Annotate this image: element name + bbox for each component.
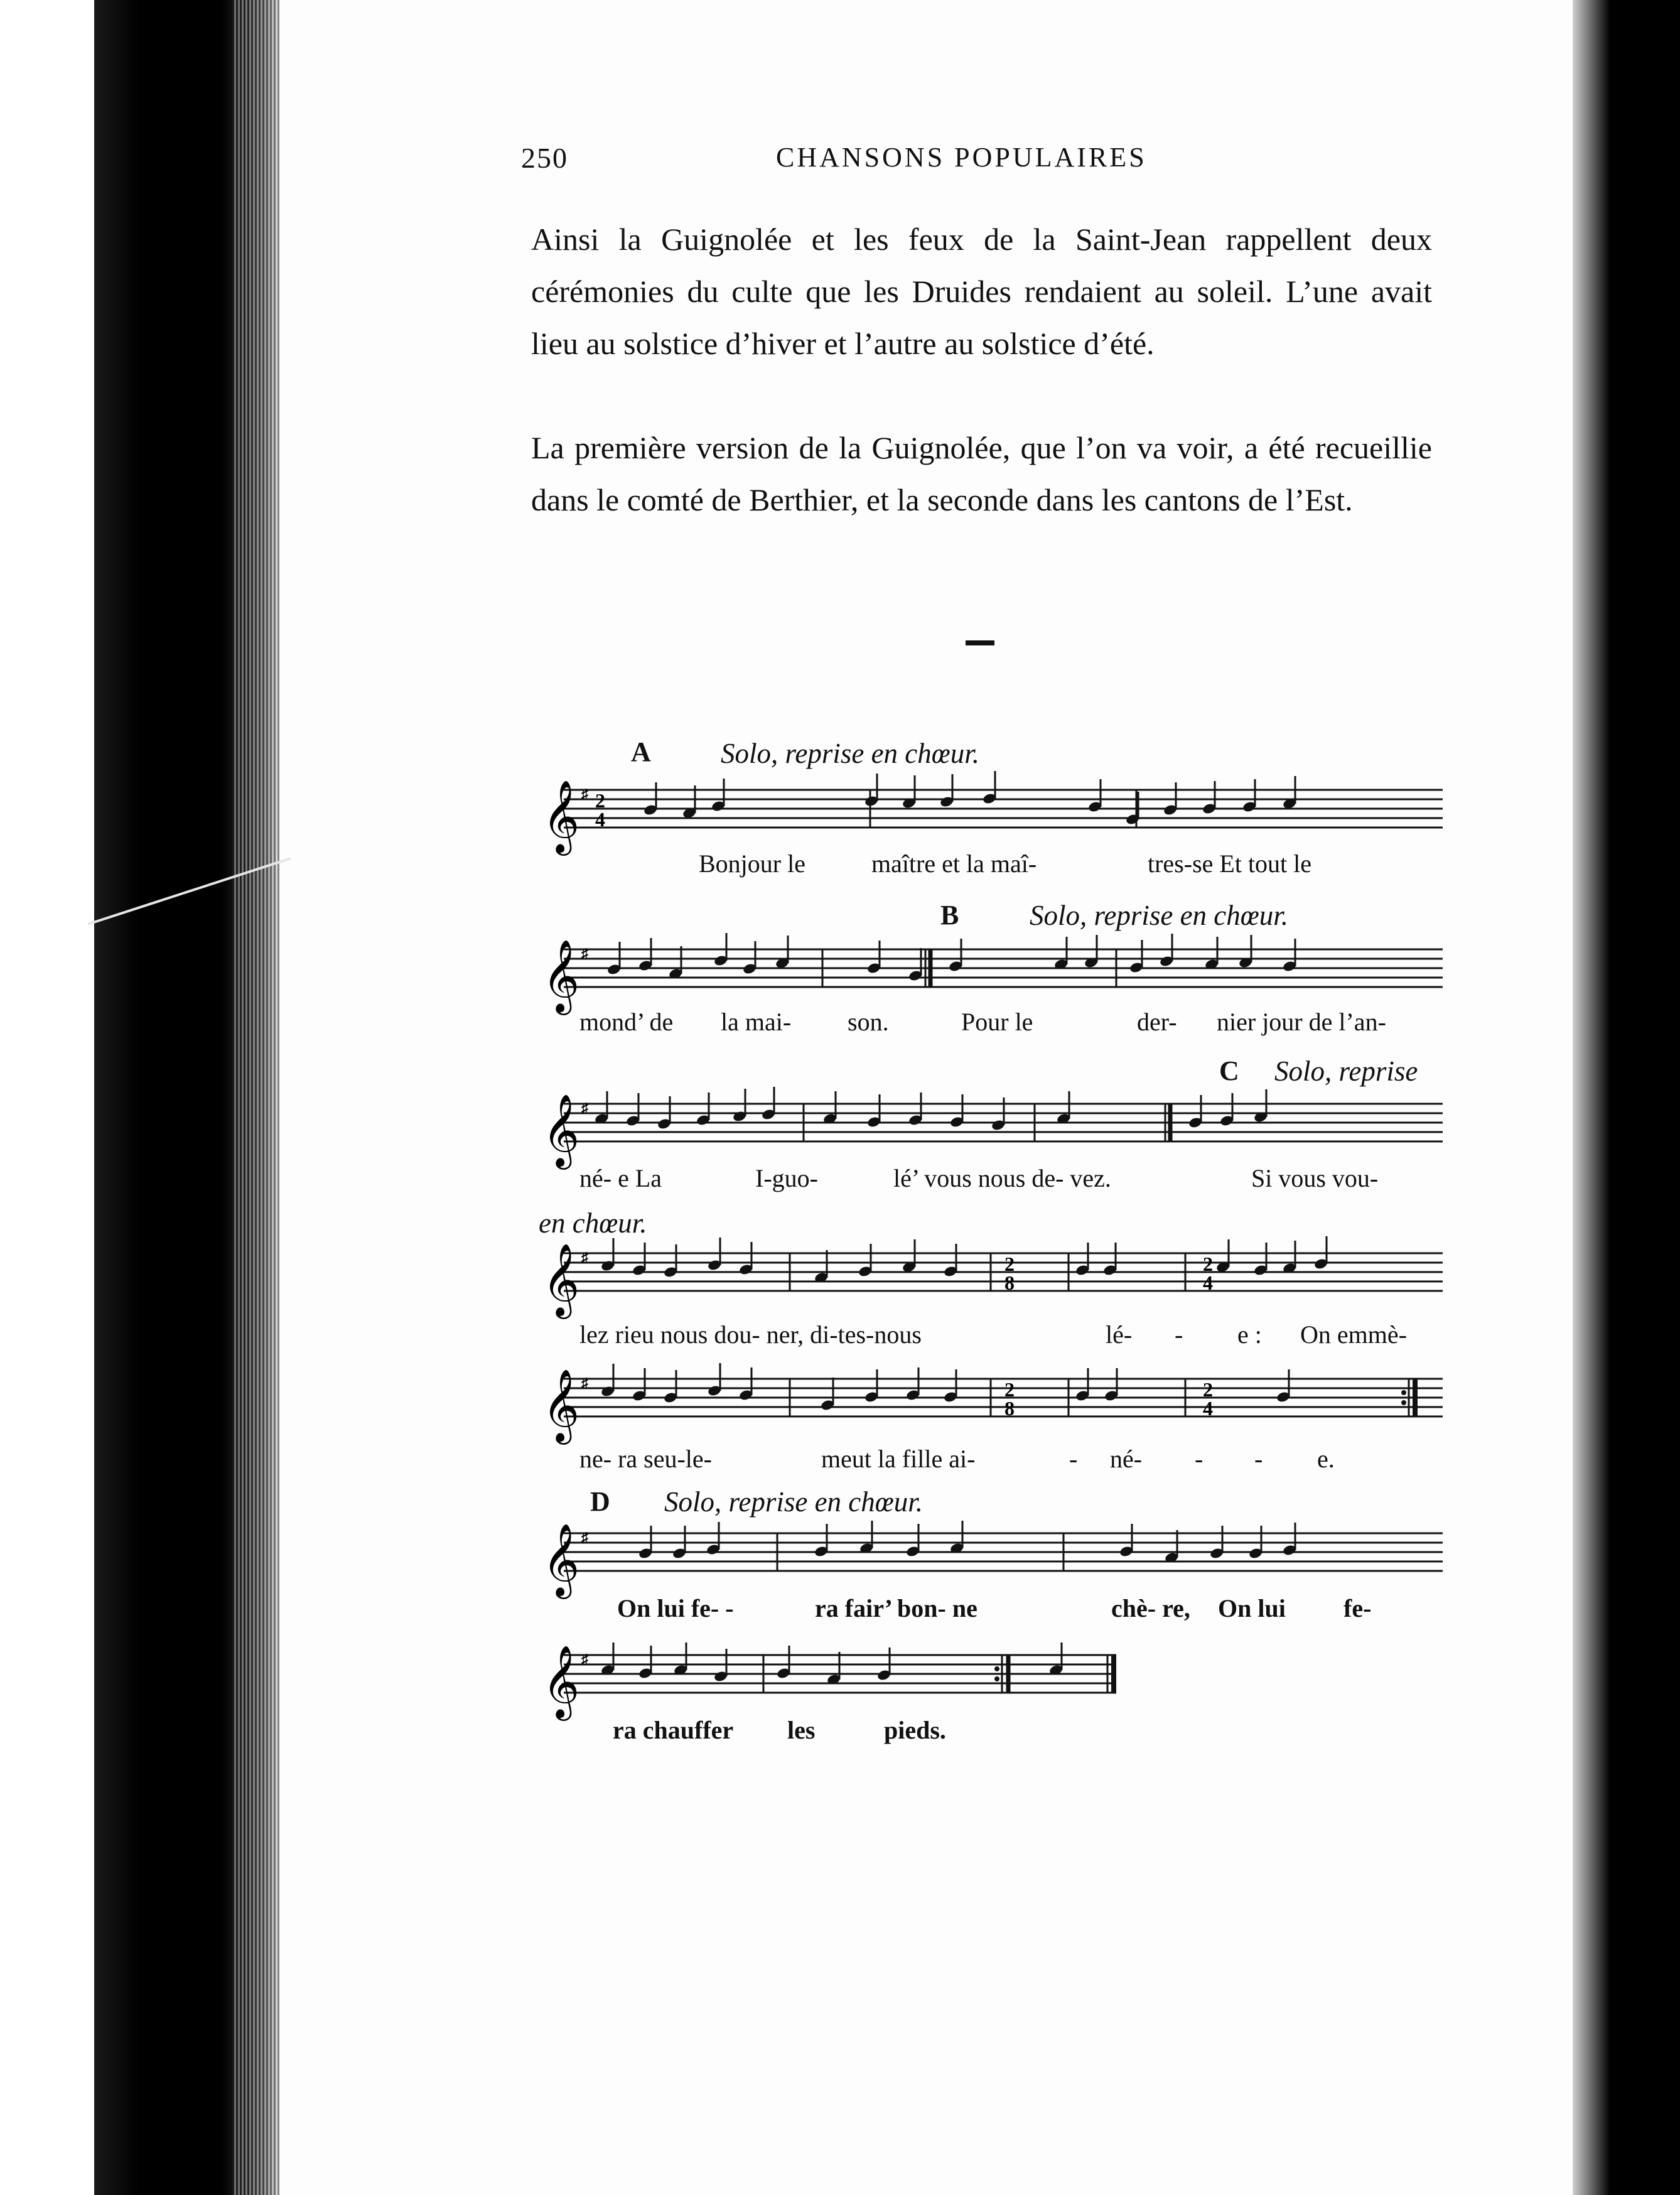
section-letter: D bbox=[590, 1486, 610, 1517]
treble-clef-icon: 𝄞 bbox=[542, 1644, 580, 1718]
note bbox=[949, 1094, 964, 1128]
notes bbox=[606, 933, 1297, 982]
lyric: ra chauffer bbox=[613, 1716, 734, 1744]
note bbox=[1075, 1243, 1090, 1276]
lyric: lé- bbox=[1106, 1320, 1133, 1349]
time-signature-numerator: 2 bbox=[1203, 1253, 1213, 1275]
lyric: e. bbox=[1317, 1445, 1335, 1473]
note bbox=[776, 1646, 791, 1680]
note bbox=[1084, 935, 1099, 969]
lyric: nier jour de l’an- bbox=[1217, 1008, 1386, 1036]
note bbox=[1056, 1091, 1071, 1125]
lyrics-line bbox=[539, 1163, 1443, 1195]
staff-lines bbox=[564, 1379, 1443, 1416]
staff-lines bbox=[564, 1253, 1443, 1291]
lyric: Si vous vou- bbox=[1251, 1164, 1379, 1192]
note bbox=[1202, 781, 1217, 815]
note bbox=[826, 1652, 841, 1686]
lyric: - bbox=[1254, 1445, 1263, 1473]
music-staff bbox=[539, 1523, 1443, 1597]
lyric: ra fair’ bon- ne bbox=[815, 1594, 977, 1622]
lyric: son. bbox=[848, 1008, 889, 1036]
note bbox=[908, 948, 923, 982]
note bbox=[668, 946, 683, 980]
note bbox=[600, 1238, 615, 1272]
treble-clef-icon: 𝄞 bbox=[542, 1093, 580, 1167]
note bbox=[1242, 779, 1257, 813]
key-signature-sharp: ♯ bbox=[581, 1249, 588, 1265]
note bbox=[1087, 779, 1102, 813]
key-signature-sharp: ♯ bbox=[581, 946, 588, 961]
time-signature-denominator: 8 bbox=[1004, 1397, 1015, 1420]
notes bbox=[600, 1363, 1291, 1411]
performance-direction: Solo, reprise en chœur. bbox=[664, 1486, 923, 1518]
note bbox=[908, 1092, 923, 1126]
section-letter: C bbox=[1219, 1055, 1239, 1086]
lyric: les bbox=[787, 1716, 816, 1744]
note bbox=[1253, 1089, 1268, 1123]
note bbox=[1238, 935, 1253, 969]
note bbox=[822, 1091, 837, 1125]
scan-margin bbox=[0, 0, 94, 2195]
note bbox=[866, 941, 881, 974]
note bbox=[713, 1649, 728, 1683]
lyric: chè- re, bbox=[1111, 1594, 1190, 1622]
note bbox=[902, 1239, 917, 1273]
note bbox=[673, 1642, 688, 1676]
note bbox=[902, 775, 917, 809]
performance-direction: Solo, reprise bbox=[1274, 1055, 1418, 1087]
note bbox=[948, 939, 963, 973]
lyric: tres-se Et tout le bbox=[1148, 849, 1312, 878]
note bbox=[594, 1091, 609, 1125]
treble-clef-icon: 𝄞 bbox=[542, 779, 580, 853]
section-letter: B bbox=[940, 900, 959, 930]
time-signature-denominator: 4 bbox=[1203, 1271, 1213, 1294]
note bbox=[820, 1378, 835, 1411]
staff-lines bbox=[564, 949, 1443, 987]
time-signature-denominator: 4 bbox=[1203, 1397, 1213, 1420]
note bbox=[939, 774, 954, 808]
time-signature-denominator: 8 bbox=[1004, 1271, 1015, 1294]
staff-lines bbox=[564, 1533, 1443, 1571]
lyrics-line bbox=[539, 1444, 1443, 1475]
note bbox=[866, 1094, 881, 1128]
music-staff bbox=[539, 1645, 1129, 1719]
lyric: I-guo- bbox=[755, 1164, 818, 1192]
key-signature-sharp: ♯ bbox=[581, 1375, 588, 1391]
time-signature-numerator: 2 bbox=[1004, 1378, 1015, 1401]
notes bbox=[594, 1087, 1268, 1131]
lyric: - bbox=[1175, 1320, 1183, 1349]
note bbox=[663, 1244, 678, 1278]
music-staff bbox=[539, 780, 1443, 854]
lyric: fe- bbox=[1343, 1594, 1372, 1622]
key-signature-sharp: ♯ bbox=[581, 1100, 588, 1116]
note bbox=[1129, 940, 1144, 974]
lyric: - bbox=[1069, 1445, 1078, 1473]
note bbox=[943, 1244, 958, 1278]
note bbox=[991, 1098, 1006, 1131]
note bbox=[1219, 1093, 1234, 1127]
treble-clef-icon: 𝄞 bbox=[542, 1368, 580, 1442]
scan-right-edge bbox=[1573, 0, 1680, 2195]
lyrics-line bbox=[539, 1007, 1443, 1038]
note bbox=[696, 1092, 711, 1126]
note bbox=[905, 1524, 920, 1558]
note bbox=[864, 1369, 879, 1403]
note bbox=[638, 1646, 653, 1680]
note bbox=[1282, 776, 1297, 810]
note bbox=[706, 1522, 721, 1556]
lyric: lé’ vous nous de- vez. bbox=[893, 1164, 1111, 1192]
treble-clef-icon: 𝄞 bbox=[542, 1523, 580, 1596]
note bbox=[732, 1089, 747, 1123]
note bbox=[943, 1369, 958, 1403]
music-staff bbox=[539, 1369, 1443, 1443]
lyrics-line bbox=[539, 1594, 1443, 1625]
lyric: lez rieu nous dou- ner, di-tes-nous bbox=[579, 1320, 922, 1349]
note bbox=[1282, 939, 1297, 973]
running-title: CHANSONS POPULAIRES bbox=[776, 142, 1147, 173]
lyrics-line bbox=[539, 849, 1443, 880]
time-signature-numerator: 2 bbox=[1203, 1378, 1213, 1401]
performance-direction: Solo, reprise en chœur. bbox=[1030, 900, 1289, 931]
lyric: - bbox=[1195, 1445, 1203, 1473]
lyrics-line bbox=[539, 1320, 1443, 1351]
note bbox=[738, 1242, 753, 1276]
note bbox=[858, 1244, 873, 1278]
lyric: Bonjour le bbox=[699, 849, 805, 878]
lyric: On lui fe- - bbox=[617, 1594, 734, 1622]
page-number: 250 bbox=[521, 142, 568, 174]
note bbox=[707, 1363, 722, 1397]
note bbox=[814, 1524, 829, 1558]
performance-direction-continued: en chœur. bbox=[539, 1207, 647, 1239]
notes bbox=[600, 1236, 1328, 1284]
music-staff bbox=[539, 939, 1443, 1013]
lyric: mond’ de bbox=[579, 1008, 674, 1036]
note bbox=[1282, 1241, 1297, 1275]
lyric: la mai- bbox=[721, 1008, 792, 1036]
lyric: On emmè- bbox=[1300, 1320, 1407, 1349]
note bbox=[1159, 934, 1174, 968]
note bbox=[1119, 1524, 1134, 1558]
treble-clef-icon: 𝄞 bbox=[542, 939, 580, 1012]
note bbox=[738, 1367, 753, 1401]
lyric: meut la fille ai- bbox=[821, 1445, 976, 1473]
section-letter: A bbox=[631, 736, 651, 767]
note bbox=[905, 1367, 920, 1401]
lyric: ne- ra seu-le- bbox=[579, 1445, 712, 1473]
lyric: der- bbox=[1137, 1008, 1177, 1036]
note bbox=[775, 936, 790, 969]
note bbox=[859, 1521, 874, 1555]
lyrics-line bbox=[539, 1715, 1129, 1747]
note bbox=[1204, 937, 1219, 971]
note bbox=[625, 1093, 640, 1127]
page-header bbox=[521, 141, 1180, 185]
note bbox=[600, 1364, 615, 1398]
paragraph: La première version de la Guignolée, que l’on va voir, a été recueillie dans le comté de Berthier, et la seconde dans les cantons de l’Est. bbox=[531, 430, 1432, 517]
lyric: maître et la maî- bbox=[871, 849, 1037, 878]
note bbox=[632, 1368, 647, 1402]
note bbox=[663, 1370, 678, 1404]
time-signature-numerator: 2 bbox=[595, 789, 605, 812]
note bbox=[1253, 1243, 1268, 1276]
music-staff bbox=[539, 1094, 1443, 1168]
lyric: pieds. bbox=[884, 1716, 946, 1744]
note bbox=[600, 1642, 615, 1676]
time-signature-denominator: 4 bbox=[595, 808, 605, 831]
note bbox=[1048, 1642, 1063, 1676]
performance-direction: Solo, reprise en chœur. bbox=[721, 738, 980, 769]
note bbox=[949, 1521, 964, 1555]
paragraph: Ainsi la Guignolée et les feux de la Saint-Jean rappellent deux cérémonies du culte que les Druides rendaient au soleil. L’une avait lieu au solstice d’hiver et l’autre au solstice d’été. bbox=[531, 222, 1432, 361]
music-staff bbox=[539, 1243, 1443, 1317]
note bbox=[1215, 1239, 1230, 1273]
note bbox=[1188, 1095, 1203, 1129]
time-signature-numerator: 2 bbox=[1004, 1253, 1015, 1275]
lyric: e : bbox=[1237, 1320, 1262, 1349]
page-edges bbox=[232, 0, 283, 2195]
note bbox=[707, 1238, 722, 1271]
note bbox=[1164, 1530, 1179, 1564]
section-separator bbox=[966, 640, 994, 645]
treble-clef-icon: 𝄞 bbox=[542, 1243, 580, 1316]
key-signature-sharp: ♯ bbox=[581, 1651, 588, 1667]
note bbox=[1276, 1369, 1291, 1403]
lyric: né- e La bbox=[579, 1164, 662, 1192]
lyric: On lui bbox=[1218, 1594, 1286, 1622]
note bbox=[1053, 937, 1069, 971]
note bbox=[1102, 1243, 1117, 1276]
key-signature-sharp: ♯ bbox=[581, 786, 588, 802]
note bbox=[1104, 1368, 1119, 1402]
note bbox=[632, 1243, 647, 1276]
note bbox=[711, 779, 726, 812]
note bbox=[1282, 1523, 1297, 1556]
key-signature-sharp: ♯ bbox=[581, 1529, 588, 1545]
note bbox=[814, 1250, 829, 1284]
note bbox=[1075, 1368, 1090, 1402]
lyric: Pour le bbox=[961, 1008, 1033, 1036]
lyric: né- bbox=[1110, 1445, 1143, 1473]
note bbox=[638, 938, 653, 972]
